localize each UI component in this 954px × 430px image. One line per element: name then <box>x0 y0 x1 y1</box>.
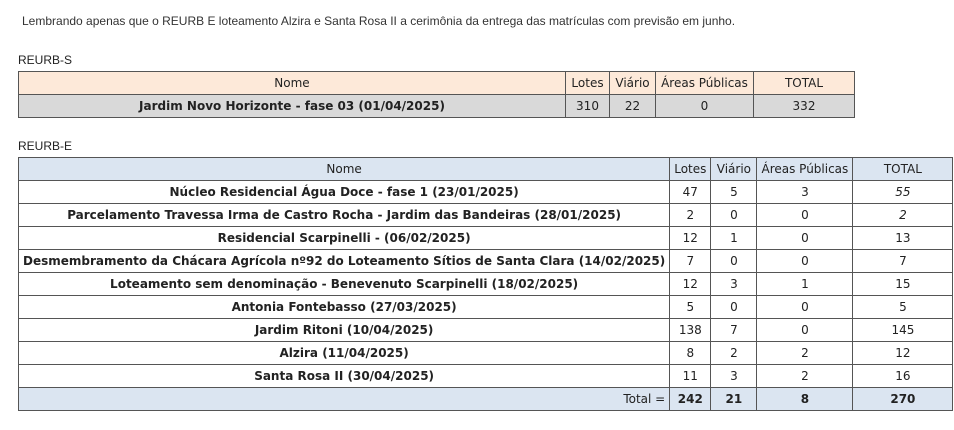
cell-viario: 5 <box>711 181 757 204</box>
cell-viario: 22 <box>610 95 656 118</box>
cell-viario: 0 <box>711 204 757 227</box>
cell-areas: 1 <box>757 273 853 296</box>
cell-lotes: 8 <box>670 342 711 365</box>
cell-areas: 0 <box>757 204 853 227</box>
reurb-e-table <box>18 157 953 411</box>
cell-lotes: 47 <box>670 181 711 204</box>
cell-viario: 1 <box>711 227 757 250</box>
col-header-areas: Áreas Públicas <box>757 158 853 181</box>
cell-lotes: 2 <box>670 204 711 227</box>
cell-total: 5 <box>853 296 953 319</box>
cell-lotes: 12 <box>670 273 711 296</box>
cell-nome: Alzira (11/04/2025) <box>19 342 670 365</box>
table-row <box>19 342 953 365</box>
reurb-s-table <box>18 71 855 118</box>
cell-nome: Jardim Ritoni (10/04/2025) <box>19 319 670 342</box>
col-header-total: TOTAL <box>754 72 855 95</box>
table-row <box>19 181 953 204</box>
cell-nome: Jardim Novo Horizonte - fase 03 (01/04/2025) <box>19 95 566 118</box>
table-row <box>19 250 953 273</box>
cell-viario: 2 <box>711 342 757 365</box>
cell-total: 13 <box>853 227 953 250</box>
cell-lotes: 11 <box>670 365 711 388</box>
reurb-s-header-row <box>19 72 855 95</box>
cell-viario: 3 <box>711 365 757 388</box>
cell-viario: 0 <box>711 250 757 273</box>
total-areas: 8 <box>757 388 853 411</box>
col-header-nome: Nome <box>19 72 566 95</box>
total-total: 270 <box>853 388 953 411</box>
cell-total: 16 <box>853 365 953 388</box>
cell-total: 145 <box>853 319 953 342</box>
cell-areas: 0 <box>757 319 853 342</box>
table-row <box>19 273 953 296</box>
cell-nome: Santa Rosa II (30/04/2025) <box>19 365 670 388</box>
total-viario: 21 <box>711 388 757 411</box>
table-row <box>19 319 953 342</box>
col-header-lotes: Lotes <box>670 158 711 181</box>
cell-areas: 2 <box>757 342 853 365</box>
total-row <box>19 388 953 411</box>
cell-viario: 0 <box>711 296 757 319</box>
cell-areas: 0 <box>757 250 853 273</box>
cell-nome: Loteamento sem denominação - Benevenuto Scarpinelli (18/02/2025) <box>19 273 670 296</box>
table-row <box>19 227 953 250</box>
cell-nome: Antonia Fontebasso (27/03/2025) <box>19 296 670 319</box>
col-header-viario: Viário <box>610 72 656 95</box>
col-header-nome: Nome <box>19 158 670 181</box>
cell-lotes: 138 <box>670 319 711 342</box>
cell-lotes: 310 <box>566 95 610 118</box>
cell-nome: Residencial Scarpinelli - (06/02/2025) <box>19 227 670 250</box>
col-header-areas: Áreas Públicas <box>656 72 754 95</box>
total-label: Total = <box>19 388 670 411</box>
cell-total: 7 <box>853 250 953 273</box>
cell-nome: Núcleo Residencial Água Doce - fase 1 (23/01/2025) <box>19 181 670 204</box>
cell-total: 2 <box>853 204 953 227</box>
reurb-s-label: REURB-S <box>18 53 73 67</box>
cell-areas: 0 <box>757 296 853 319</box>
cell-viario: 3 <box>711 273 757 296</box>
cell-nome: Desmembramento da Chácara Agrícola nº92 do Loteamento Sítios de Santa Clara (14/02/2025) <box>19 250 670 273</box>
intro-text: Lembrando apenas que o REURB E loteamento Alzira e Santa Rosa II a cerimônia da entrega das matrículas com previsão em junho. <box>22 14 736 28</box>
cell-areas: 0 <box>757 227 853 250</box>
reurb-e-label: REURB-E <box>18 139 73 153</box>
cell-viario: 7 <box>711 319 757 342</box>
table-row <box>19 296 953 319</box>
table-row <box>19 365 953 388</box>
cell-lotes: 7 <box>670 250 711 273</box>
table-row <box>19 95 855 118</box>
total-lotes: 242 <box>670 388 711 411</box>
cell-total: 55 <box>853 181 953 204</box>
col-header-viario: Viário <box>711 158 757 181</box>
cell-lotes: 5 <box>670 296 711 319</box>
col-header-total: TOTAL <box>853 158 953 181</box>
cell-lotes: 12 <box>670 227 711 250</box>
cell-total: 332 <box>754 95 855 118</box>
cell-total: 15 <box>853 273 953 296</box>
reurb-e-header-row <box>19 158 953 181</box>
cell-areas: 2 <box>757 365 853 388</box>
table-row <box>19 204 953 227</box>
cell-areas: 0 <box>656 95 754 118</box>
cell-areas: 3 <box>757 181 853 204</box>
cell-total: 12 <box>853 342 953 365</box>
cell-nome: Parcelamento Travessa Irma de Castro Rocha - Jardim das Bandeiras (28/01/2025) <box>19 204 670 227</box>
col-header-lotes: Lotes <box>566 72 610 95</box>
